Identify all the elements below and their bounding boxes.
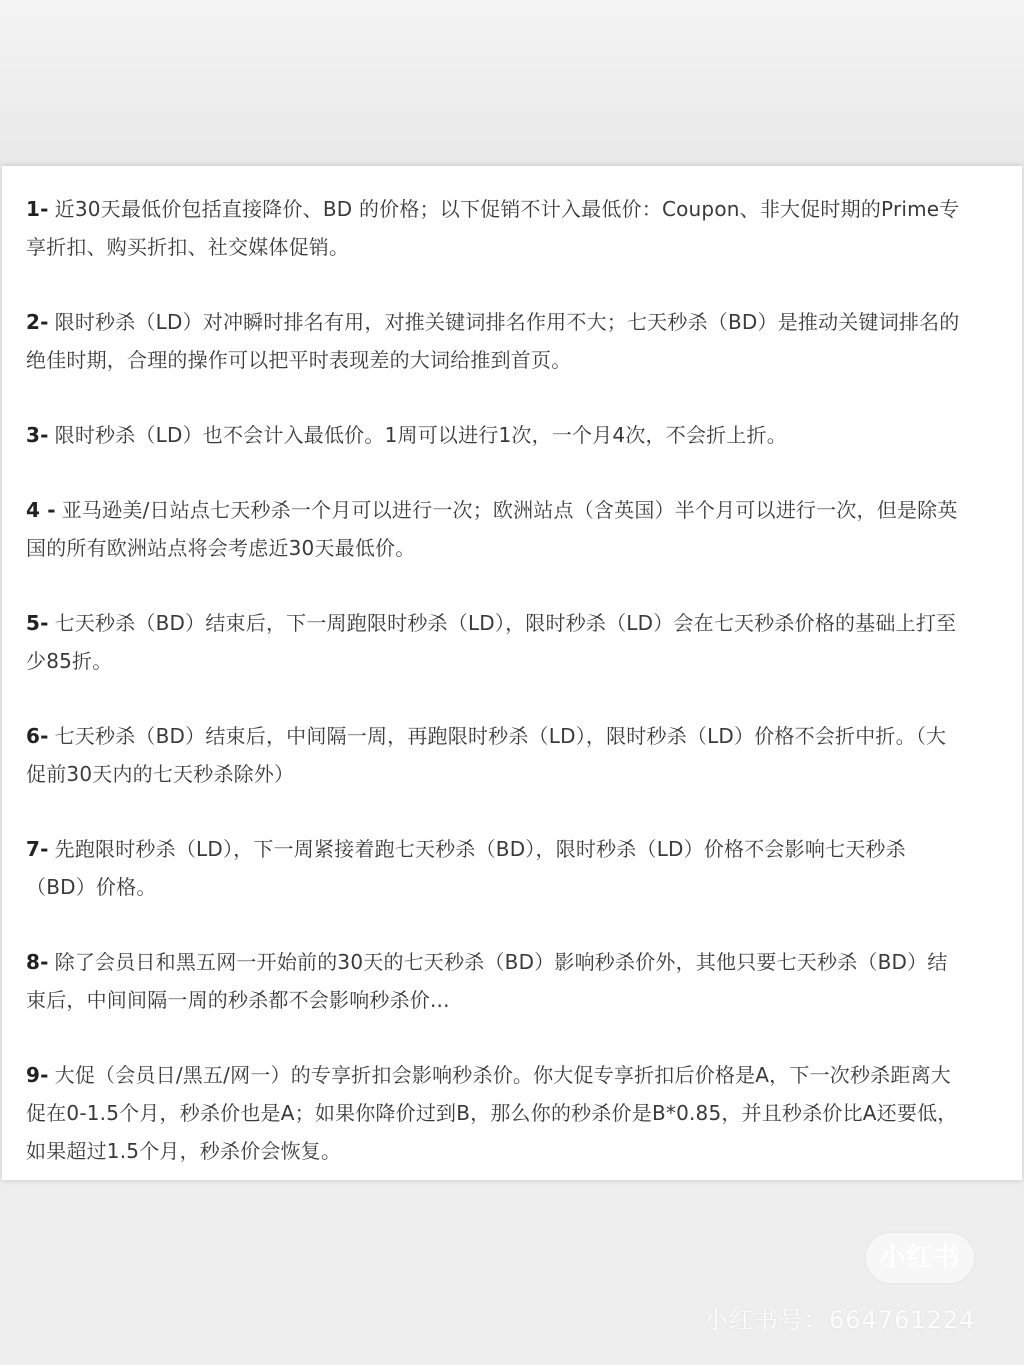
list-item — [26, 1056, 962, 1170]
list-item — [26, 717, 962, 793]
item-number: 9- — [26, 1063, 49, 1087]
item-number: 8- — [26, 950, 49, 974]
list-item — [26, 943, 962, 1019]
brand-watermark-logo: 小红书 — [866, 1233, 974, 1283]
item-text: 大促（会员日/黑五/网一）的专享折扣会影响秒杀价。你大促专享折扣后价格是A，下一次秒杀距离大促在0-1.5个月，秒杀价也是A；如果你降价过到B，那么你的秒杀价是B*0.85，并且秒杀价比A还要低，如果超过1.5个月，秒杀价会恢复。 — [26, 1063, 958, 1163]
item-number: 1- — [26, 197, 49, 221]
item-text: 先跑限时秒杀（LD），下一周紧接着跑七天秒杀（BD），限时秒杀（LD）价格不会影响七天秒杀（BD）价格。 — [26, 837, 906, 899]
document-page — [2, 166, 1022, 1180]
item-text: 亚马逊美/日站点七天秒杀一个月可以进行一次；欧洲站点（含英国）半个月可以进行一次，但是除英国的所有欧洲站点将会考虑近30天最低价。 — [26, 498, 958, 560]
account-id-watermark: 小红书号：664761224 — [704, 1306, 976, 1334]
item-number: 7- — [26, 837, 49, 861]
list-item — [26, 303, 962, 379]
item-number: 5- — [26, 611, 49, 635]
item-number: 6- — [26, 724, 49, 748]
top-background — [0, 0, 1024, 166]
item-number: 2- — [26, 310, 49, 334]
item-text: 限时秒杀（LD）对冲瞬时排名有用，对推关键词排名作用不大；七天秒杀（BD）是推动关键词排名的绝佳时期，合理的操作可以把平时表现差的大词给推到首页。 — [26, 310, 960, 372]
item-text: 限时秒杀（LD）也不会计入最低价。1周可以进行1次，一个月4次，不会折上折。 — [54, 423, 787, 447]
item-number: 4 - — [26, 498, 56, 522]
list-item — [26, 416, 962, 454]
item-text: 七天秒杀（BD）结束后，下一周跑限时秒杀（LD），限时秒杀（LD）会在七天秒杀价格的基础上打至少85折。 — [26, 611, 957, 673]
item-number: 3- — [26, 423, 49, 447]
list-item — [26, 604, 962, 680]
list-item — [26, 190, 962, 266]
list-item — [26, 830, 962, 906]
item-text: 近30天最低价包括直接降价、BD 的价格；以下促销不计入最低价：Coupon、非大促时期的Prime专享折扣、购买折扣、社交媒体促销。 — [26, 197, 960, 259]
list-item — [26, 491, 962, 567]
item-text: 七天秒杀（BD）结束后，中间隔一周，再跑限时秒杀（LD），限时秒杀（LD）价格不会折中折。（大促前30天内的七天秒杀除外） — [26, 724, 947, 786]
item-text: 除了会员日和黑五网一开始前的30天的七天秒杀（BD）影响秒杀价外，其他只要七天秒杀（BD）结束后，中间间隔一周的秒杀都不会影响秒杀价... — [26, 950, 948, 1012]
